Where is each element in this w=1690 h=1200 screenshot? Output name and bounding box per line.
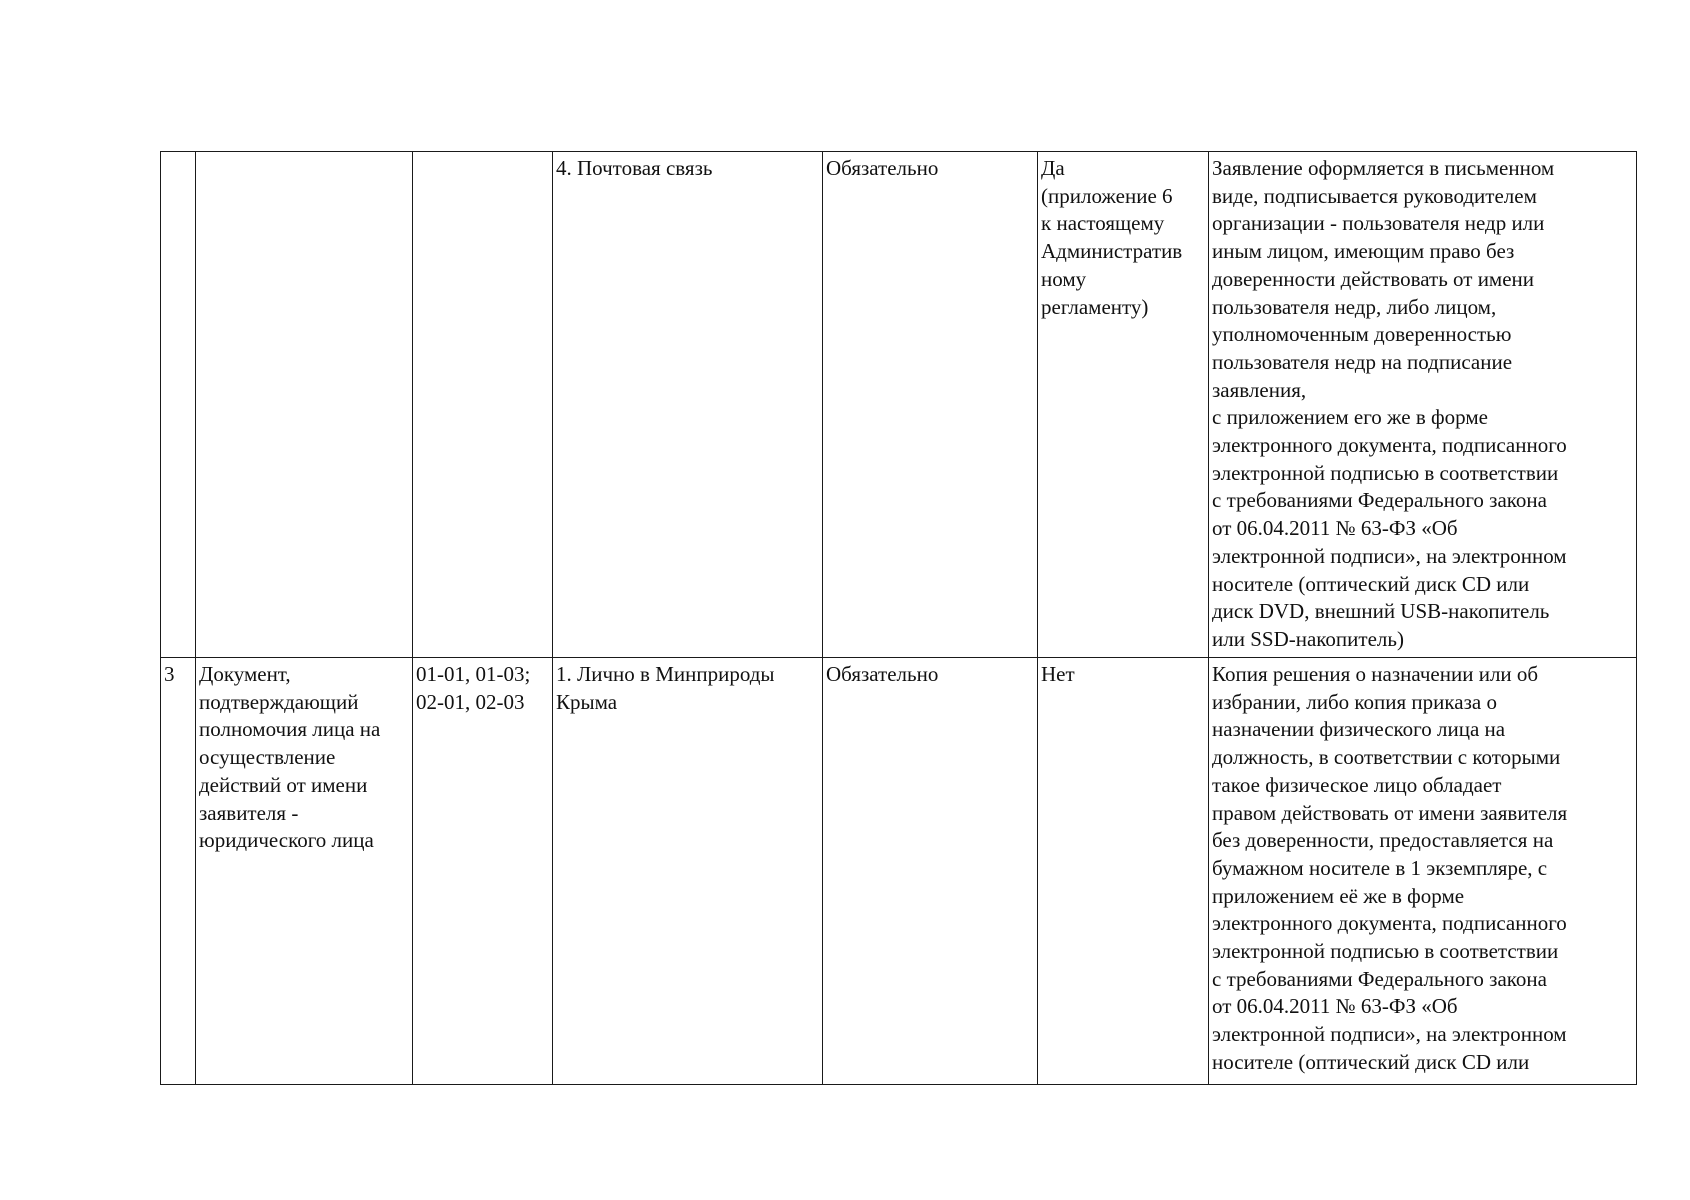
requirement-cell: Обязательно xyxy=(823,658,1038,1085)
document-name-cell: Документ, подтверждающий полномочия лица на осуществление действий от имени заявителя - юридического лица xyxy=(196,658,413,1085)
form-cell: Да (приложение 6 к настоящему Административ ному регламенту) xyxy=(1038,152,1209,658)
submission-method-cell: 1. Лично в Минприроды Крыма xyxy=(553,658,823,1085)
codes-cell xyxy=(413,152,553,658)
table-row xyxy=(161,658,1637,1085)
description-cell: Заявление оформляется в письменном виде, подписывается руководителем организации - пользователя недр или иным лицом, имеющим право без доверенности действовать от имени пользователя недр, либо лицом, уполномоченным доверенностью пользователя недр на подписание заявления, с приложением его же в форме электронного документа, подписанного электронной подписью в соответствии с требованиями Федерального закона от 06.04.2011 № 63-ФЗ «Об электронной подписи», на электронном носителе (оптический диск CD или диск DVD, внешний USB-накопитель или SSD-накопитель) xyxy=(1209,152,1637,658)
document-name-cell xyxy=(196,152,413,658)
requirement-cell: Обязательно xyxy=(823,152,1038,658)
description-cell: Копия решения о назначении или об избрании, либо копия приказа о назначении физического лица на должность, в соответствии с которыми такое физическое лицо обладает правом действовать от имени заявителя без доверенности, предоставляется на бумажном носителе в 1 экземпляре, с приложением её же в форме электронного документа, подписанного электронной подписью в соответствии с требованиями Федерального закона от 06.04.2011 № 63-ФЗ «Об электронной подписи», на электронном носителе (оптический диск CD или xyxy=(1209,658,1637,1085)
table-row xyxy=(161,152,1637,658)
submission-method-cell: 4. Почтовая связь xyxy=(553,152,823,658)
documents-table xyxy=(160,151,1637,1085)
row-number-cell xyxy=(161,152,196,658)
codes-cell: 01-01, 01-03; 02-01, 02-03 xyxy=(413,658,553,1085)
row-number-cell: 3 xyxy=(161,658,196,1085)
form-cell: Нет xyxy=(1038,658,1209,1085)
